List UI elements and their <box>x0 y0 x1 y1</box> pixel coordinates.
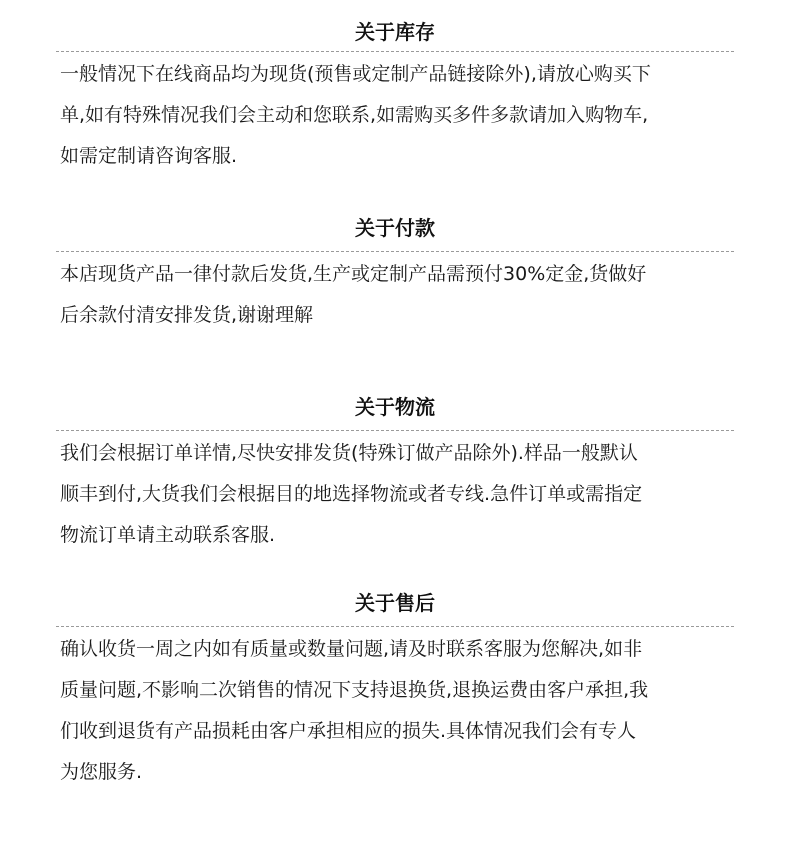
body-line: 顺丰到付,大货我们会根据目的地选择物流或者专线.急件订单或需指定 <box>60 483 643 505</box>
section-body-inventory <box>60 54 740 177</box>
body-line: 如需定制请咨询客服. <box>60 145 238 167</box>
body-line: 一般情况下在线商品均为现货(预售或定制产品链接除外),请放心购买下 <box>60 63 651 85</box>
body-line: 质量问题,不影响二次销售的情况下支持退换货,退换运费由客户承担,我 <box>60 679 649 701</box>
section-divider <box>56 626 734 627</box>
body-line: 确认收货一周之内如有质量或数量问题,请及时联系客服为您解决,如非 <box>60 638 643 660</box>
body-line: 本店现货产品一律付款后发货,生产或定制产品需预付30%定金,货做好 <box>60 263 647 285</box>
body-line: 为您服务. <box>60 761 143 783</box>
section-body-after-sales <box>60 629 740 793</box>
section-title-after-sales: 关于售后 <box>355 591 435 615</box>
body-line: 我们会根据订单详情,尽快安排发货(特殊订做产品除外).样品一般默认 <box>60 442 638 464</box>
body-line: 们收到退货有产品损耗由客户承担相应的损失.具体情况我们会有专人 <box>60 720 637 742</box>
body-line: 物流订单请主动联系客服. <box>60 524 276 546</box>
body-line: 单,如有特殊情况我们会主动和您联系,如需购买多件多款请加入购物车, <box>60 104 649 126</box>
section-title-inventory: 关于库存 <box>355 20 435 44</box>
section-title-logistics: 关于物流 <box>355 395 435 419</box>
section-title-payment: 关于付款 <box>355 216 435 240</box>
section-body-payment <box>60 254 740 336</box>
section-divider <box>56 251 734 252</box>
section-divider <box>56 430 734 431</box>
section-divider <box>56 51 734 52</box>
section-body-logistics <box>60 433 740 556</box>
body-line: 后余款付清安排发货,谢谢理解 <box>60 304 314 326</box>
